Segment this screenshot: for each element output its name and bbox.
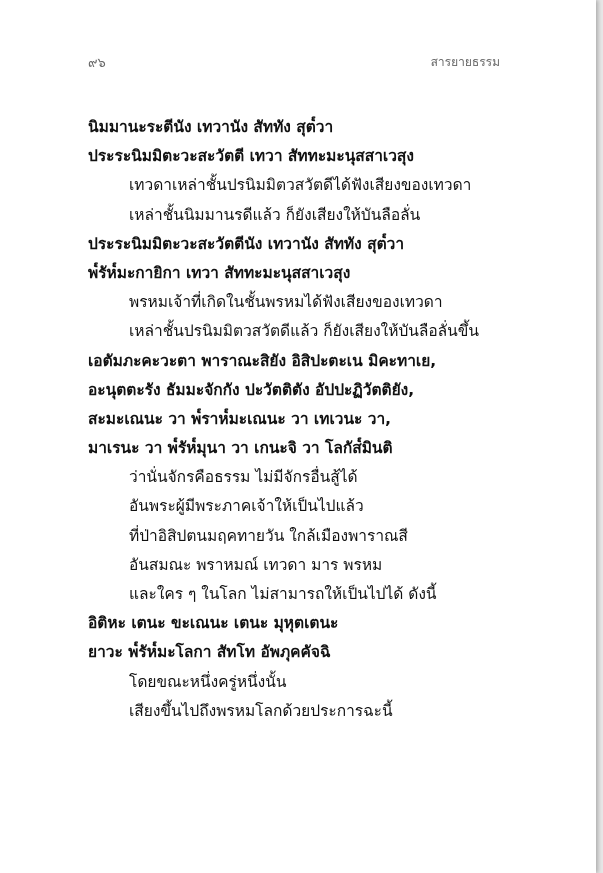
- pali-verse-line: เอตัมภะคะวะตา พาราณะสิยัง อิสิปะตะเน มิคะทาเย,: [88, 351, 437, 370]
- chant-text-body: [88, 113, 558, 726]
- pali-verse-line: ประระนิมมิตะวะสะวัตตี เทวา สัททะมะนุสสาเวสุง: [88, 147, 414, 166]
- thai-translation-line: อันสมณะ พราหมณ์ เทวดา มาร พรหม: [129, 555, 383, 574]
- thai-translation-line: ที่ป่าอิสิปตนมฤคทายวัน ใกล้เมืองพาราณสี: [129, 526, 408, 545]
- pali-verse-line: พ๎รัห๎มะกายิกา เทวา สัททะมะนุสสาเวสุง: [88, 263, 351, 282]
- thai-translation-line: เทวดาเหล่าชั้นปรนิมมิตวสวัตดีได้ฟังเสียงของเทวดา: [129, 176, 472, 195]
- pali-verse-line: ประระนิมมิตะวะสะวัตตีนัง เทวานัง สัททัง สุต๎วา: [88, 234, 405, 253]
- running-header-title: สารยายธรรม: [430, 55, 500, 69]
- thai-translation-line: และใคร ๆ ในโลก ไม่สามารถให้เป็นไปได้ ดังนี้: [129, 585, 437, 603]
- thai-translation-line: โดยขณะหนึ่งครู่หนึ่งนั้น: [129, 672, 287, 691]
- pali-verse-line: สะมะเณนะ วา พ๎ราห๎มะเณนะ วา เทเวนะ วา,: [88, 409, 392, 428]
- pali-verse-line: ยาวะ พ๎รัห๎มะโลกา สัทโท อัพภุคคัจฉิ: [88, 643, 331, 662]
- pali-verse-line: อิติหะ เตนะ ขะเณนะ เตนะ มุหุตเตนะ: [88, 614, 339, 633]
- thai-translation-line: พรหมเจ้าที่เกิดในชั้นพรหมได้ฟังเสียงของเทวดา: [129, 293, 443, 312]
- thai-translation-line: เสียงขึ้นไปถึงพรหมโลกด้วยประการฉะนี้: [129, 701, 393, 720]
- page-number: ๙๖: [88, 56, 106, 71]
- thai-translation-line: ว่านั่นจักรคือธรรม ไม่มีจักรอื่นสู้ได้: [129, 468, 358, 487]
- pali-verse-line: อะนุตตะรัง ธัมมะจักกัง ปะวัตติตัง อัปปะฏิวัตติยัง,: [88, 380, 415, 399]
- thai-translation-line: เหล่าชั้นปรนิมมิตวสวัตดีแล้ว ก็ยังเสียงให้บันลือลั่นขึ้น: [129, 322, 479, 341]
- thai-translation-line: อันพระผู้มีพระภาคเจ้าให้เป็นไปแล้ว: [129, 497, 364, 516]
- pali-verse-line: นิมมานะระตีนัง เทวานัง สัททัง สุต๎วา: [88, 118, 334, 136]
- pali-verse-line: มาเรนะ วา พ๎รัห๎มุนา วา เกนะจิ วา โลกัส๎มินติ: [88, 439, 393, 458]
- thai-translation-line: เหล่าชั้นนิมมานรดีแล้ว ก็ยังเสียงให้บันลือลั่น: [129, 205, 421, 224]
